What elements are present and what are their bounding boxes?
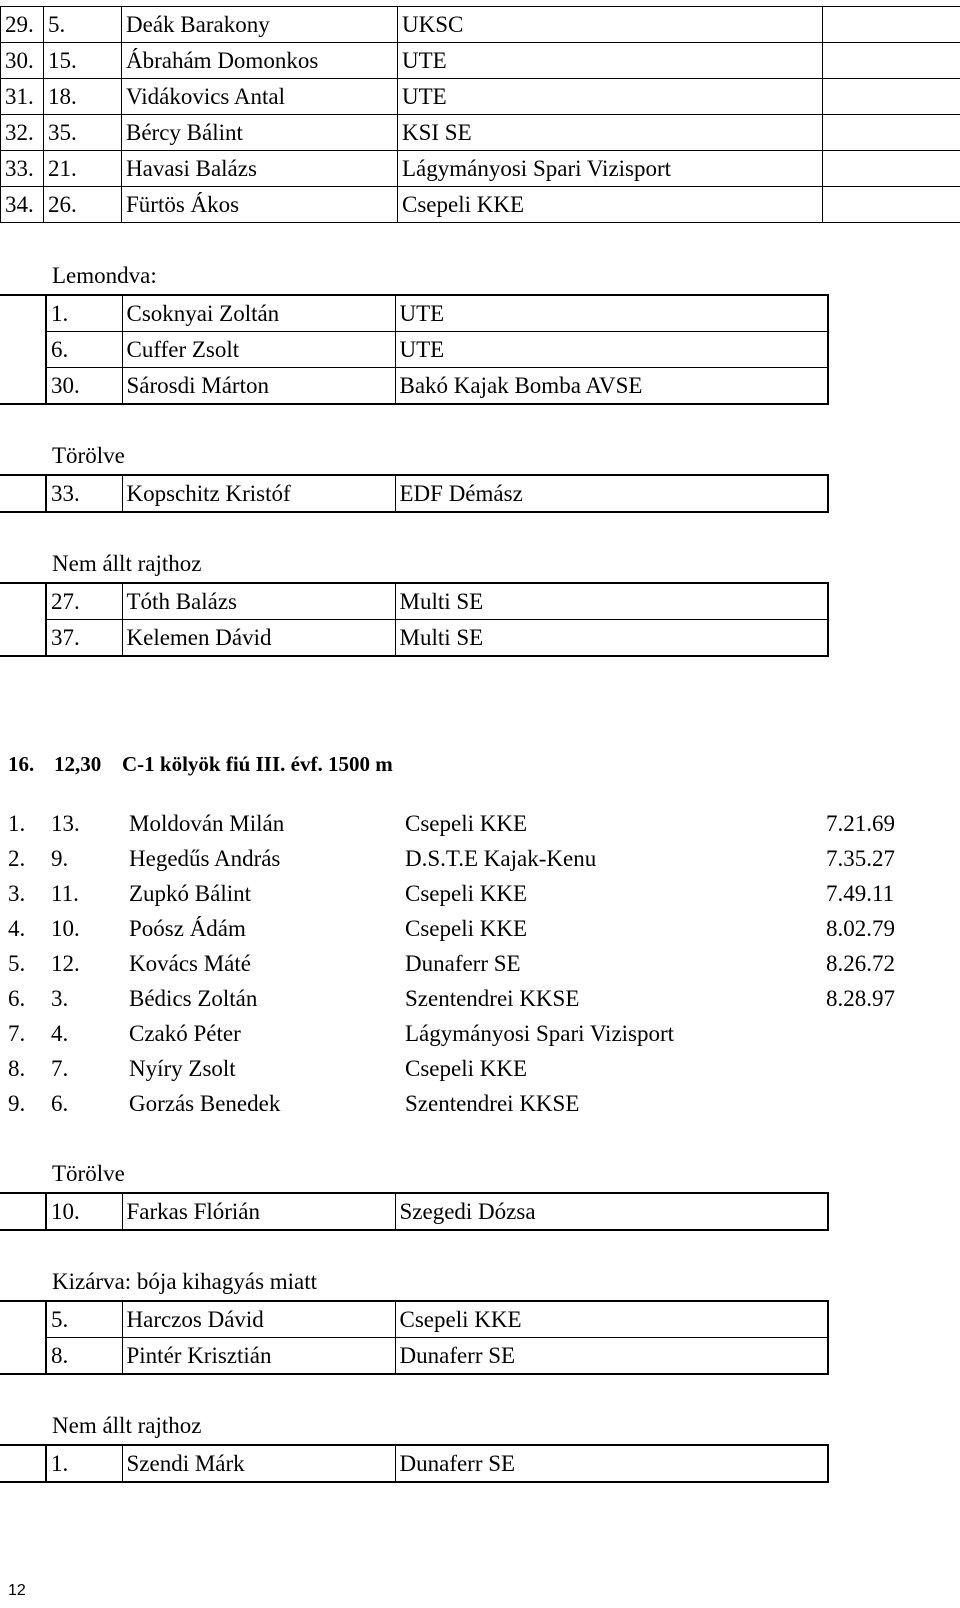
bib-cell: 26. bbox=[44, 187, 122, 223]
time-cell bbox=[826, 1086, 954, 1121]
club-cell: Szegedi Dózsa bbox=[395, 1193, 828, 1230]
race-number: 16. bbox=[8, 752, 35, 776]
name-cell: Deák Barakony bbox=[122, 7, 398, 43]
bib-cell: 27. bbox=[46, 583, 122, 620]
club-cell: UTE bbox=[398, 79, 823, 115]
table-row bbox=[0, 1445, 828, 1482]
group-title: Törölve bbox=[52, 443, 125, 468]
name-cell: Moldován Milán bbox=[129, 811, 285, 836]
table-row bbox=[1, 43, 960, 79]
group-table bbox=[0, 1192, 829, 1231]
group-table bbox=[0, 474, 829, 513]
club-cell: Lágymányosi Spari Vizisport bbox=[398, 151, 823, 187]
time-cell: 8.02.79 bbox=[826, 916, 895, 941]
name-cell: Gorzás Benedek bbox=[129, 1091, 281, 1116]
time-cell bbox=[823, 79, 960, 115]
row-stub bbox=[0, 475, 46, 512]
bib-cell: 10. bbox=[46, 1193, 122, 1230]
group-title: Törölve bbox=[52, 1161, 125, 1186]
table-row bbox=[1, 151, 960, 187]
bib-cell: 37. bbox=[46, 620, 122, 657]
row-stub bbox=[0, 368, 46, 405]
bib-cell: 1. bbox=[46, 295, 122, 332]
time-cell bbox=[823, 7, 960, 43]
table-row bbox=[1, 7, 960, 43]
group-table bbox=[0, 1444, 829, 1483]
bib-cell: 18. bbox=[44, 79, 122, 115]
name-cell: Sárosdi Márton bbox=[122, 368, 395, 405]
name-cell: Kelemen Dávid bbox=[122, 620, 395, 657]
name-cell: Farkas Flórián bbox=[122, 1193, 395, 1230]
club-cell: Szentendrei KKSE bbox=[405, 1091, 580, 1116]
name-cell: Vidákovics Antal bbox=[122, 79, 398, 115]
place-cell: 29. bbox=[1, 7, 44, 43]
place-cell: 8. bbox=[8, 1056, 26, 1081]
bib-cell: 5. bbox=[46, 1301, 122, 1338]
time-cell: 7.35.27 bbox=[826, 846, 895, 871]
bib-cell: 6. bbox=[46, 332, 122, 368]
place-cell: 30. bbox=[1, 43, 44, 79]
bib-cell: 21. bbox=[44, 151, 122, 187]
previous-race-table bbox=[0, 6, 960, 223]
bib-cell: 11. bbox=[51, 881, 79, 906]
name-cell: Bédics Zoltán bbox=[129, 986, 258, 1011]
group-table bbox=[0, 294, 829, 405]
club-cell: Lágymányosi Spari Vizisport bbox=[405, 1021, 675, 1046]
place-cell: 3. bbox=[8, 881, 26, 906]
bib-cell: 13. bbox=[51, 811, 80, 836]
row-stub bbox=[0, 332, 46, 368]
name-cell: Havasi Balázs bbox=[122, 151, 398, 187]
club-cell: UTE bbox=[395, 332, 828, 368]
name-cell: Kovács Máté bbox=[129, 951, 251, 976]
bib-cell: 9. bbox=[51, 846, 69, 871]
name-cell: Fürtös Ákos bbox=[122, 187, 398, 223]
row-stub bbox=[0, 1445, 46, 1482]
name-cell: Czakó Péter bbox=[129, 1021, 241, 1046]
table-row bbox=[0, 475, 828, 512]
table-row bbox=[0, 295, 828, 332]
bib-cell: 30. bbox=[46, 368, 122, 405]
place-cell: 7. bbox=[8, 1021, 26, 1046]
bib-cell: 3. bbox=[51, 986, 69, 1011]
time-cell bbox=[823, 187, 960, 223]
place-cell: 33. bbox=[1, 151, 44, 187]
name-cell: Harczos Dávid bbox=[122, 1301, 395, 1338]
name-cell: Pintér Krisztián bbox=[122, 1338, 395, 1375]
race-time: 12,30 bbox=[54, 752, 102, 776]
club-cell: Csepeli KKE bbox=[405, 881, 528, 906]
row-stub bbox=[0, 583, 46, 620]
row-stub bbox=[0, 295, 46, 332]
time-cell: 7.49.11 bbox=[826, 881, 895, 906]
table-row bbox=[0, 1301, 828, 1338]
club-cell: UTE bbox=[395, 295, 828, 332]
table-row bbox=[0, 620, 828, 657]
time-cell bbox=[823, 43, 960, 79]
time-cell bbox=[823, 115, 960, 151]
bib-cell: 4. bbox=[51, 1021, 69, 1046]
table-row bbox=[4, 911, 954, 946]
club-cell: UKSC bbox=[398, 7, 823, 43]
club-cell: EDF Démász bbox=[395, 475, 828, 512]
race-header bbox=[8, 752, 393, 777]
bib-cell: 15. bbox=[44, 43, 122, 79]
group-title: Kizárva: bója kihagyás miatt bbox=[52, 1269, 318, 1294]
table-row bbox=[4, 876, 954, 911]
row-stub bbox=[0, 1338, 46, 1375]
time-cell bbox=[826, 1016, 954, 1051]
table-row bbox=[0, 332, 828, 368]
table-row bbox=[4, 981, 954, 1016]
bib-cell: 35. bbox=[44, 115, 122, 151]
table-row bbox=[1, 187, 960, 223]
club-cell: Multi SE bbox=[395, 620, 828, 657]
bib-cell: 6. bbox=[51, 1091, 69, 1116]
page-number: 12 bbox=[8, 1582, 26, 1599]
table-row bbox=[4, 1051, 954, 1086]
table-row bbox=[1, 115, 960, 151]
club-cell: Csepeli KKE bbox=[398, 187, 823, 223]
club-cell: Csepeli KKE bbox=[405, 1056, 528, 1081]
bib-cell: 1. bbox=[46, 1445, 122, 1482]
name-cell: Tóth Balázs bbox=[122, 583, 395, 620]
row-stub bbox=[0, 1301, 46, 1338]
club-cell: D.S.T.E Kajak-Kenu bbox=[405, 846, 597, 871]
place-cell: 34. bbox=[1, 187, 44, 223]
time-cell bbox=[826, 1051, 954, 1086]
bib-cell: 12. bbox=[51, 951, 80, 976]
time-cell: 7.21.69 bbox=[826, 811, 895, 836]
place-cell: 32. bbox=[1, 115, 44, 151]
table-row bbox=[0, 583, 828, 620]
table-row bbox=[0, 368, 828, 405]
club-cell: Dunaferr SE bbox=[395, 1338, 828, 1375]
name-cell: Kopschitz Kristóf bbox=[122, 475, 395, 512]
time-cell bbox=[823, 151, 960, 187]
name-cell: Csoknyai Zoltán bbox=[122, 295, 395, 332]
club-cell: Csepeli KKE bbox=[405, 916, 528, 941]
club-cell: Csepeli KKE bbox=[395, 1301, 828, 1338]
time-cell: 8.26.72 bbox=[826, 951, 895, 976]
table-row bbox=[4, 1016, 954, 1051]
table-row bbox=[4, 841, 954, 876]
place-cell: 1. bbox=[8, 811, 26, 836]
bib-cell: 33. bbox=[46, 475, 122, 512]
bib-cell: 8. bbox=[46, 1338, 122, 1375]
table-row bbox=[1, 79, 960, 115]
club-cell: Multi SE bbox=[395, 583, 828, 620]
place-cell: 6. bbox=[8, 986, 26, 1011]
row-stub bbox=[0, 1193, 46, 1230]
time-cell: 8.28.97 bbox=[826, 986, 895, 1011]
group-title: Nem állt rajthoz bbox=[52, 551, 202, 576]
results-table bbox=[4, 806, 954, 1121]
name-cell: Nyíry Zsolt bbox=[129, 1056, 236, 1081]
name-cell: Szendi Márk bbox=[122, 1445, 395, 1482]
name-cell: Ábrahám Domonkos bbox=[122, 43, 398, 79]
club-cell: Csepeli KKE bbox=[405, 811, 528, 836]
bib-cell: 7. bbox=[51, 1056, 69, 1081]
name-cell: Hegedűs András bbox=[129, 846, 281, 871]
table-row bbox=[4, 946, 954, 981]
place-cell: 31. bbox=[1, 79, 44, 115]
table-row bbox=[4, 1086, 954, 1121]
club-cell: UTE bbox=[398, 43, 823, 79]
place-cell: 2. bbox=[8, 846, 26, 871]
name-cell: Bércy Bálint bbox=[122, 115, 398, 151]
table-row bbox=[0, 1338, 828, 1375]
group-title: Nem állt rajthoz bbox=[52, 1413, 202, 1438]
group-table bbox=[0, 582, 829, 657]
place-cell: 5. bbox=[8, 951, 26, 976]
club-cell: KSI SE bbox=[398, 115, 823, 151]
club-cell: Szentendrei KKSE bbox=[405, 986, 580, 1011]
table-row bbox=[0, 1193, 828, 1230]
bib-cell: 5. bbox=[44, 7, 122, 43]
place-cell: 9. bbox=[8, 1091, 26, 1116]
group-title: Lemondva: bbox=[52, 263, 157, 288]
place-cell: 4. bbox=[8, 916, 26, 941]
name-cell: Cuffer Zsolt bbox=[122, 332, 395, 368]
club-cell: Dunaferr SE bbox=[405, 951, 521, 976]
race-title: C-1 kölyök fiú III. évf. 1500 m bbox=[122, 752, 393, 776]
row-stub bbox=[0, 620, 46, 657]
name-cell: Poósz Ádám bbox=[129, 916, 246, 941]
club-cell: Bakó Kajak Bomba AVSE bbox=[395, 368, 828, 405]
name-cell: Zupkó Bálint bbox=[129, 881, 252, 906]
group-table bbox=[0, 1300, 829, 1375]
table-row bbox=[4, 806, 954, 841]
bib-cell: 10. bbox=[51, 916, 80, 941]
club-cell: Dunaferr SE bbox=[395, 1445, 828, 1482]
